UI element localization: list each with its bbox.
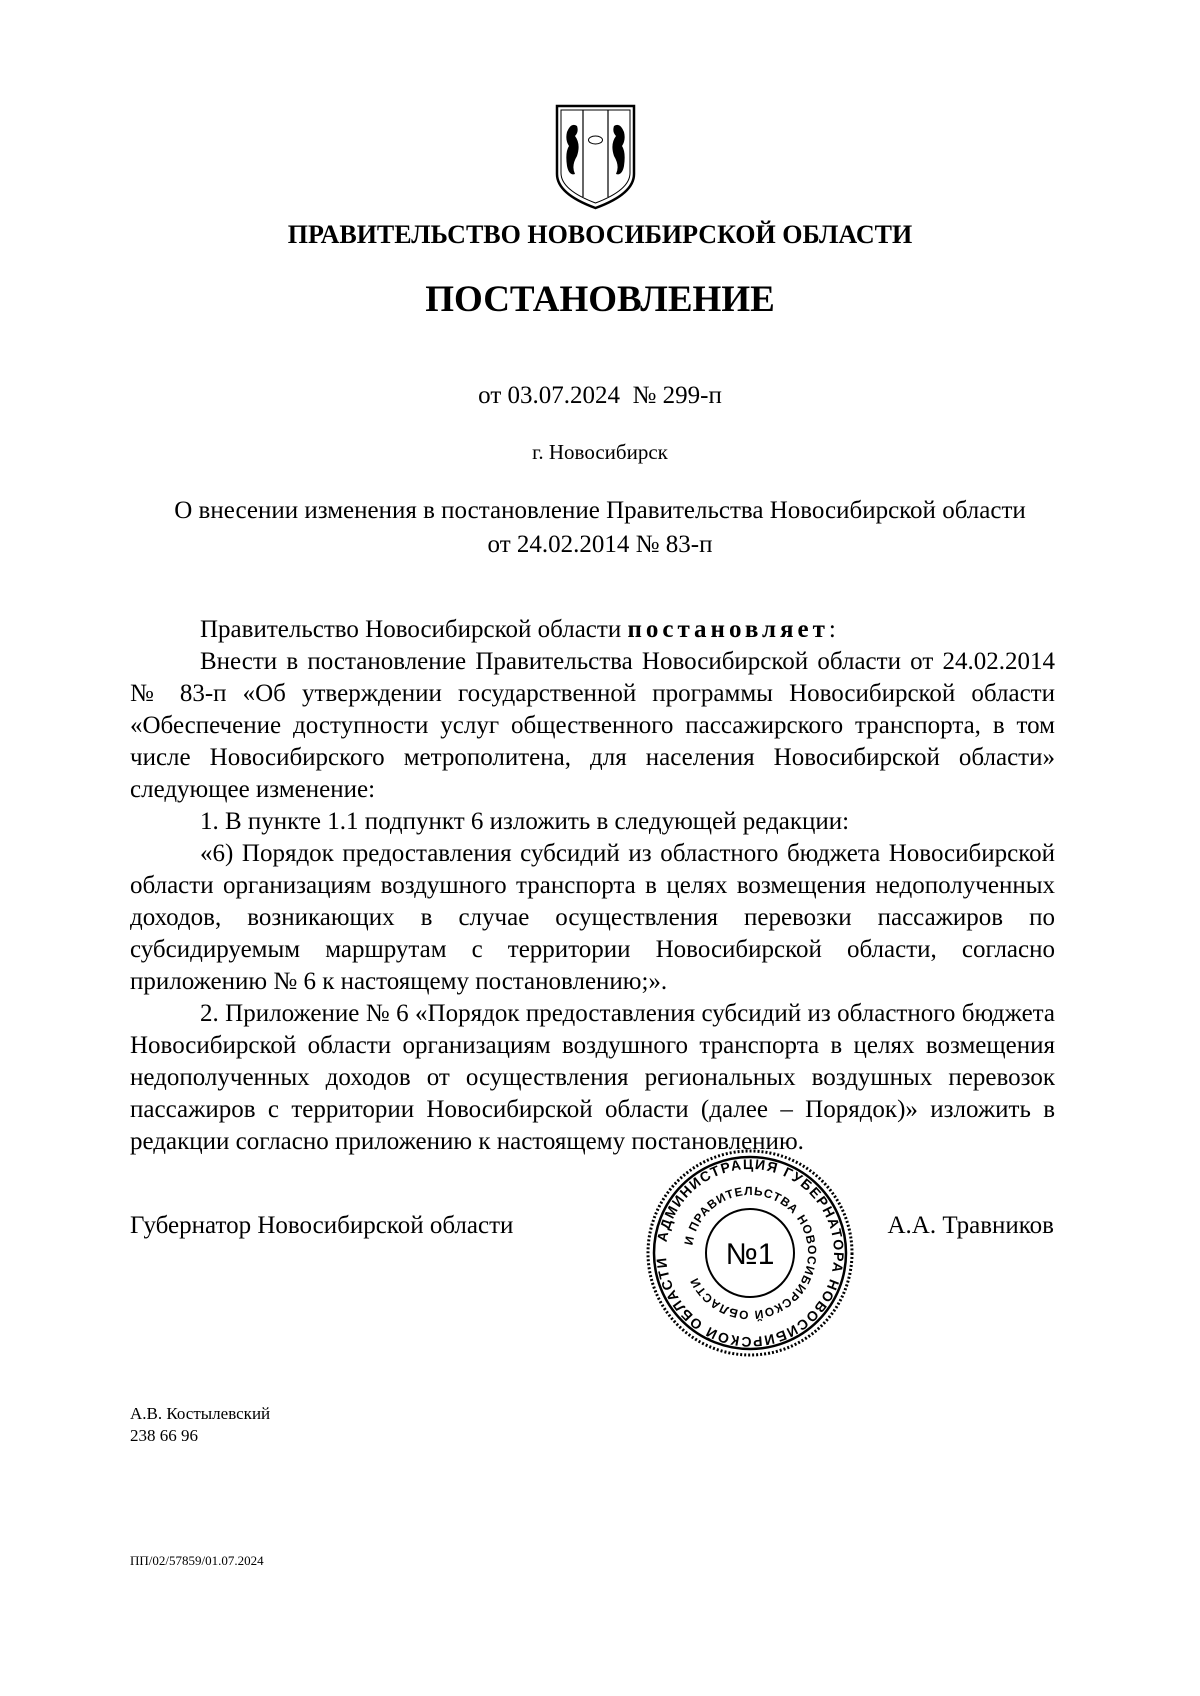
intro-suffix: : — [828, 616, 836, 643]
document-type: ПОСТАНОВЛЕНИЕ — [425, 279, 775, 320]
resolution-intro — [130, 614, 1055, 646]
body-paragraph: 2. Приложение № 6 «Порядок предоставления субсидий из областного бюджета Новосибирской области организациям воздушного транспорта в целях возмещения недополученных доходов от осуществления региональных воздушных перевозок пассажиров с территории Новосибирской области (далее – Порядок)» изложить в редакции согласно приложению к настоящему постановлению. — [130, 1000, 1055, 1155]
contact-name: А.В. Костылевский — [130, 1404, 271, 1423]
document-subject — [145, 494, 1055, 562]
signatory-name: А.А. Травников — [887, 1212, 1054, 1239]
official-seal — [645, 1148, 855, 1358]
body-paragraph: 1. В пункте 1.1 подпункт 6 изложить в следующей редакции: — [200, 808, 850, 835]
subject-line-2: от 24.02.2014 № 83-п — [487, 531, 713, 558]
coat-of-arms-icon — [553, 102, 638, 212]
document-date-number: от 03.07.2024 № 299-п — [478, 382, 722, 409]
resolution-body — [130, 646, 1055, 1158]
subject-line-1: О внесении изменения в постановление Правительства Новосибирской области — [174, 497, 1026, 524]
body-paragraph: «6) Порядок предоставления субсидий из областного бюджета Новосибирской области организациям воздушного транспорта в целях возмещения недополученных доходов, возникающих в случае осуществления перевозки пассажиров по субсидируемым маршрутам с территории Новосибирской области, согласно приложению № 6 к настоящему постановлению;». — [130, 840, 1055, 995]
seal-number: №1 — [725, 1238, 775, 1271]
seal-inner-text: И ПРАВИТЕЛЬСТВА НОВОСИБИРСКОЙ ОБЛАСТИ — [681, 1183, 820, 1323]
document-city: г. Новосибирск — [532, 440, 668, 464]
contact-block — [130, 1403, 270, 1447]
organization-name: ПРАВИТЕЛЬСТВО НОВОСИБИРСКОЙ ОБЛАСТИ — [287, 220, 913, 249]
seal-outer-text: АДМИНИСТРАЦИЯ ГУБЕРНАТОРА НОВОСИБИРСКОЙ ОБЛАСТИ — [652, 1155, 848, 1351]
intro-prefix: Правительство Новосибирской области — [200, 616, 628, 643]
registration-number: ПП/02/57859/01.07.2024 — [130, 1553, 264, 1568]
intro-keyword: постановляет — [627, 616, 829, 643]
signatory-position: Губернатор Новосибирской области — [130, 1212, 514, 1239]
contact-phone: 238 66 96 — [130, 1426, 198, 1445]
body-paragraph: Внести в постановление Правительства Новосибирской области от 24.02.2014 № 83-п «Об утверждении государственной программы Новосибирской области «Обеспечение доступности услуг общественного пассажирского транспорта, в том числе Новосибирского метрополитена, для населения Новосибирской области» следующее изменение: — [130, 648, 1055, 803]
